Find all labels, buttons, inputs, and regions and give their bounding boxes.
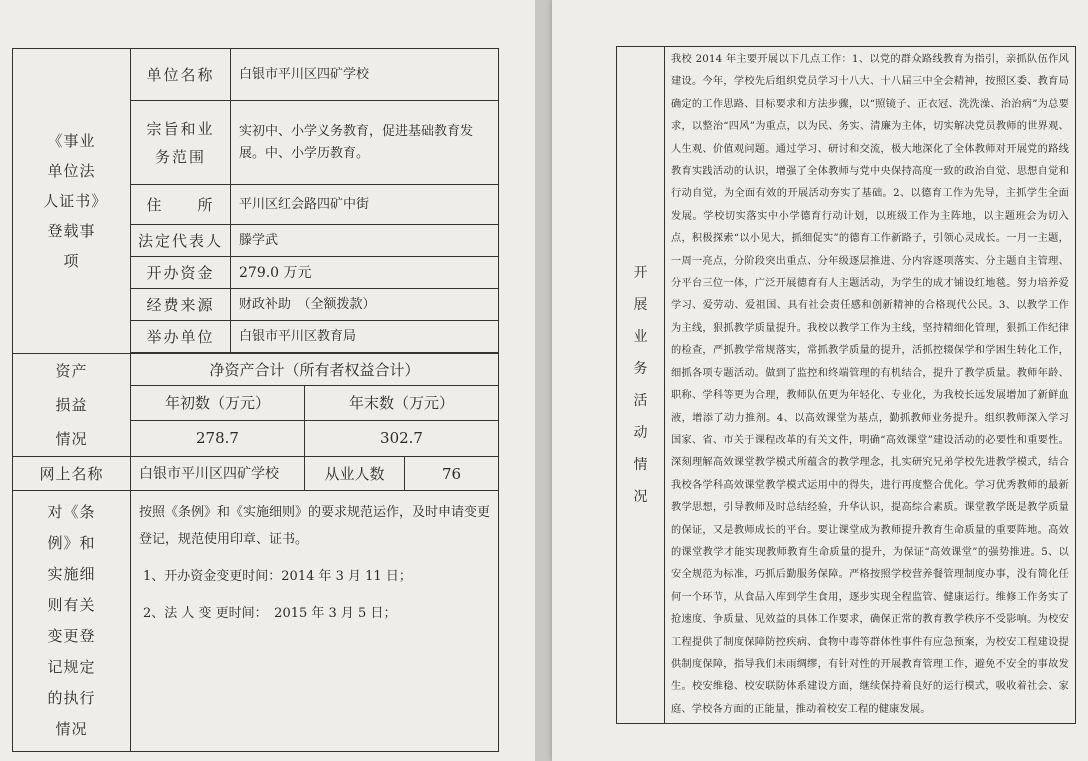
legal-rep-value: 滕学武	[231, 225, 499, 257]
address-label: 住 所	[131, 185, 231, 225]
staff-count: 76	[405, 457, 499, 491]
end-year-value: 302.7	[305, 420, 499, 456]
compliance-note: 1、开办资金变更时间：2014 年 3 月 11 日；	[143, 569, 412, 584]
section-certificate-title: 《事业单位法人证书》登载事项	[13, 49, 131, 354]
section-compliance-title: 对《条例》和实施细则有关变更登记规定的执行情况	[13, 491, 131, 752]
address-value: 平川区红会路四矿中街	[231, 185, 499, 225]
capital-label: 开办资金	[131, 257, 231, 289]
purpose-value: 实初中、小学义务教育，促进基础教育发展。中、小学历教育。	[231, 101, 499, 185]
compliance-note: 2、法 人 变 更时间： 2015 年 3 月 5 日；	[143, 606, 397, 621]
begin-year-value: 278.7	[131, 420, 305, 456]
purpose-label: 宗旨和业务范围	[131, 101, 231, 185]
net-assets-label: 净资产合计（所有者权益合计）	[131, 354, 499, 386]
activity-title: 开展业务活动情况	[617, 47, 665, 724]
activity-text: 我校 2014 年主要开展以下几点工作：1、以党的群众路线教育为指引，亲抓队伍作风建设。今年，学校先后组织党员学习十八大、十八届三中全会精神，按照区委、教育局确定的工作思路、目标要求和方法步骤，以“照镜子、正衣冠、洗洗澡、治治病”为总要求，以整治“四风”为重点，以为民、务实、清廉为主体，切实解决党员教师的世界观、人生观、价值观问题。通过学习、研讨和交流，极大地深化了全体教师对开展党的路线教育实践活动的认识，增强了全体教师与党中央保持高度一致的政治自觉、思想自觉和行动自觉，为全面有效的开展活动夯实了基础。2、以德育工作为先导，主抓学生全面发展。学校切实落实中小学德育行动计划，以班级工作为主阵地，以主题班会为切入点，积极探索“以小见大，抓细促实”的德育工作新路子，引领心灵成长。一月一主题，一周一亮点，分阶段突出重点、分年级逐层推进、分内容逐项落实、分主题自主管理、分平台三位一体，广泛开展德育有人主题活动，为学生的成才铺设红地毯。努力培养爱学习、爱劳动、爱祖国、具有社会责任感和创新精神的合格现代公民。3、以教学工作为主线，狠抓教学质量提升。我校以教学工作为主线，坚持精细化管理，狠抓工作纪律的检查，严抓教学常规落实，常抓教学质量的提升，活抓控辍保学和学困生转化工作，细抓各项专题活动。做到了监控和终端管理的有机结合，提升了教学质量。教师年龄、职称、学科等更为合理，教师队伍更为年轻化、专业化，为我校长远发展增加了新鲜血液，增添了动力推剂。4、以高效课堂为基点，勤抓教师业务提升。组织教师深入学习国家、省、市关于课程改革的有关文件，明确“高效课堂”建设活动的必要性和重要性。深刻理解高效课堂教学模式所蕴含的教学理念，扎实研究兄弟学校先进教学模式，结合我校各学科高效课堂教学模式运用中的得失，进行再度整合优化。学习优秀教师的最新教学思想，引导教师及时总结经验，升华认识，提高综合素质。课堂教学既是教学质量的保证，又是教师成长的平台。要让课堂成为教师提升教育生命质量的重要阵地。高效的课堂教学才能实现教师教育生命质量的提升，为保证“高效课堂”的强势推进。5、以安全规范为标准，巧抓后勤服务保障。严格按照学校营养餐管理制度办事，没有简化任何一个环节，从食品入库到学生食用，逐步实现全程监管、健康运行。维修工作务实了抢速度、争质量、见效益的具体工作要求，确保正常的教育教学秩序不受影响。为校安工程提供了制度保障防控疾病、食物中毒等群体性事件有应急预案，为校安工程建设提供制度保障，指导我们未雨绸缪，有针对性的开展教育管理工作，避免不安全的事故发生。校安维稳、校安联防体系建设方面，继续保持着良好的运行模式，吸收着社会、家庭、学校各方面的正能量，推动着校安工程的健康发展。	[665, 47, 1076, 724]
staff-label: 从业人数	[305, 457, 405, 491]
funding-label: 经费来源	[131, 289, 231, 321]
compliance-notes	[131, 491, 499, 752]
compliance-note: 按照《条例》和《实施细则》的要求规范运作，及时申请变更登记，规范使用印章、证书。	[139, 505, 491, 547]
legal-rep-label: 法定代表人	[131, 225, 231, 257]
registration-info-table	[12, 48, 499, 752]
page-gutter	[535, 0, 552, 761]
section-assets-title: 资产损益情况	[13, 354, 131, 457]
right-page	[552, 0, 1088, 761]
begin-year-label: 年初数（万元）	[131, 386, 305, 420]
funding-value: 财政补助 （全额拨款）	[231, 289, 499, 321]
left-page	[0, 0, 535, 761]
activity-table	[616, 46, 1076, 724]
sponsor-value: 白银市平川区教育局	[231, 321, 499, 353]
online-name-label: 网上名称	[13, 457, 131, 491]
capital-value: 279.0 万元	[231, 257, 499, 289]
unit-name-label: 单位名称	[131, 49, 231, 101]
unit-name-value: 白银市平川区四矿学校	[231, 49, 499, 101]
sponsor-label: 举办单位	[131, 321, 231, 353]
end-year-label: 年末数（万元）	[305, 386, 499, 420]
online-name-value: 白银市平川区四矿学校	[131, 457, 305, 491]
